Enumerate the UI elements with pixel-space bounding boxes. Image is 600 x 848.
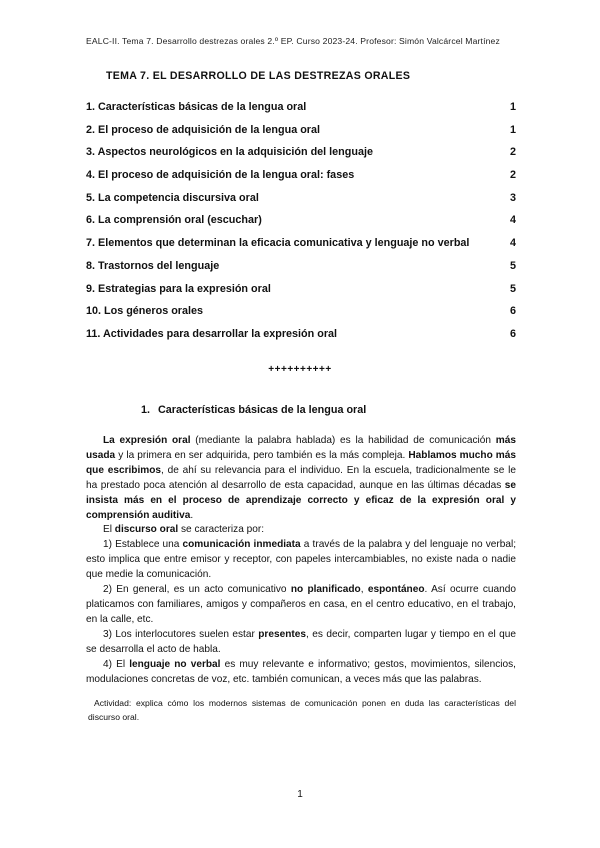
- toc-entry[interactable]: [86, 101, 516, 124]
- toc-entry-page: 1: [509, 101, 516, 113]
- toc-entry-page: 5: [509, 259, 516, 272]
- page-number: 1: [297, 789, 303, 800]
- toc-entry[interactable]: [86, 124, 516, 147]
- toc-entry-page: 2: [509, 146, 516, 159]
- toc-entry-label: 8. Trastornos del lenguaje: [86, 259, 220, 272]
- characteristic-item: 2) En general, es un acto comunicativo no planificado, espontáneo. Así ocurre cuando platicamos con familiares, amigos y compañeros en casa, en el centro educativo, en el trabajo, en la calle, etc.: [86, 584, 516, 625]
- toc-entry-label: 4. El proceso de adquisición de la lengua oral: fases: [86, 169, 355, 182]
- toc-entry-page: 6: [509, 327, 516, 340]
- toc-entry-page: 4: [509, 237, 516, 250]
- characteristic-item: 1) Establece una comunicación inmediata a través de la palabra y del lenguaje no verbal; esto implica que entre emisor y receptor, con papeles intercambiables, no existe nada o nadie que medie la comunicación.: [86, 539, 516, 581]
- intro-paragraph: La expresión oral (mediante la palabra hablada) es la habilidad de comunicación más usada y la primera en ser adquirida, pero también es la más compleja. Hablamos mucho más que escribimos, de ahí su relevancia para el individuo. En la escuela, tradicionalmente se le ha prestado poca atención al desarrollo de esta capacidad, aunque en las últimas décadas se insista más en el proceso de aprendizaje correcto y eficaz de la expresión oral y comprensión auditiva.: [86, 435, 516, 521]
- activity-note: Actividad: explica cómo los modernos sistemas de comunicación ponen en duda las características del discurso oral.: [88, 698, 516, 722]
- toc-entry[interactable]: [86, 260, 516, 283]
- toc-entry-page: 2: [509, 169, 516, 182]
- document-title: TEMA 7. EL DESARROLLO DE LAS DESTREZAS ORALES: [106, 70, 411, 82]
- section-heading: [141, 404, 366, 416]
- characteristic-item: 3) Los interlocutores suelen estar presentes, es decir, comparten lugar y tiempo en el que se desarrolla el acto de habla.: [86, 628, 516, 655]
- toc-entry-label: 10. Los géneros orales: [86, 305, 204, 318]
- section-number: 1.: [141, 404, 151, 416]
- toc-entry-label: 3. Aspectos neurológicos en la adquisición del lenguaje: [86, 146, 373, 159]
- toc-entry[interactable]: [86, 305, 516, 328]
- toc-entry-page: 3: [509, 191, 516, 204]
- characteristics-intro: El discurso oral se caracteriza por:: [103, 524, 265, 536]
- toc-entry[interactable]: [86, 192, 516, 215]
- toc-entry[interactable]: [86, 214, 516, 237]
- toc-entry-label: 11. Actividades para desarrollar la expresión oral: [86, 327, 338, 340]
- section-body: [86, 434, 516, 687]
- toc-entry-label: 9. Estrategias para la expresión oral: [86, 282, 271, 295]
- toc-entry-label: 7. Elementos que determinan la eficacia comunicativa y lenguaje no verbal: [86, 237, 470, 250]
- toc-entry-page: 5: [509, 282, 516, 295]
- toc-entry-page: 1: [509, 123, 516, 136]
- toc-entry[interactable]: [86, 328, 516, 351]
- toc-entry[interactable]: [86, 146, 516, 169]
- toc-entry-page: 4: [509, 214, 516, 227]
- toc-entry[interactable]: [86, 237, 516, 260]
- toc-entry[interactable]: [86, 169, 516, 192]
- toc-entry-label: 5. La competencia discursiva oral: [86, 191, 259, 204]
- section-separator: ++++++++++: [268, 364, 332, 375]
- characteristic-item: 4) El lenguaje no verbal es muy relevante e informativo; gestos, movimientos, silencios, modulaciones concretas de voz, etc. también comunican, a veces más que las palabras.: [86, 658, 516, 685]
- toc-entry-label: 6. La comprensión oral (escuchar): [86, 214, 262, 227]
- running-header: EALC-II. Tema 7. Desarrollo destrezas orales 2.º EP. Curso 2023-24. Profesor: Simón Valcárcel Martínez: [86, 36, 500, 46]
- toc-entry-label: 2. El proceso de adquisición de la lengua oral: [86, 123, 320, 136]
- toc-entry[interactable]: [86, 283, 516, 306]
- section-title: Características básicas de la lengua oral: [158, 404, 367, 416]
- table-of-contents: [86, 101, 516, 351]
- toc-entry-page: 6: [509, 305, 516, 318]
- toc-entry-label: 1. Características básicas de la lengua oral: [86, 101, 307, 113]
